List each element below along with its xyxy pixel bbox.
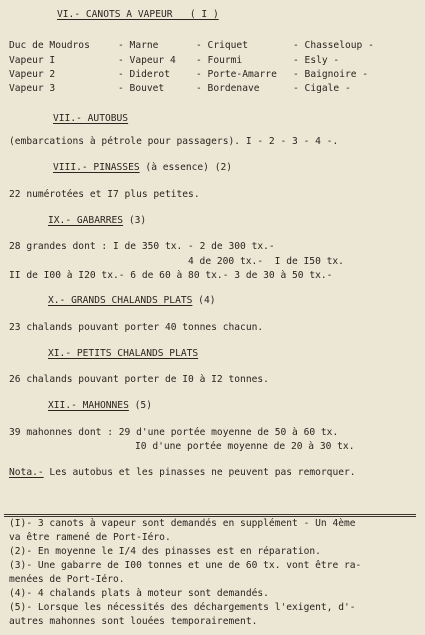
- table-cell: - Vapeur 4: [118, 55, 176, 66]
- footnote-rule-bottom: [4, 516, 416, 517]
- gabarres-line: 28 grandes dont : I de 350 tx. - 2 de 300 tx.-: [9, 241, 275, 252]
- grands-chalands-text: 23 chalands pouvant porter 40 tonnes chacun.: [9, 322, 264, 333]
- footnote-line: (4)- 4 chalands plats à moteur sont demandés.: [9, 588, 269, 599]
- grands-chalands-heading-note: (4): [192, 295, 216, 306]
- table-cell: Vapeur 2: [9, 69, 56, 80]
- table-cell: - Fourmi: [196, 55, 243, 66]
- table-cell: Vapeur I: [9, 55, 56, 66]
- section-heading-mahonnes-line: [48, 400, 152, 411]
- section-heading-mahonnes: XII.- MAHONNES: [48, 400, 129, 411]
- section-heading-grands-chalands-line: [48, 295, 216, 306]
- table-cell: - Diderot: [118, 69, 170, 80]
- section-heading-pinasses: VIII.- PINASSES: [53, 162, 140, 173]
- table-cell: Duc de Moudros: [9, 40, 90, 51]
- table-cell: - Bordenave: [196, 83, 260, 94]
- section-heading-petits-chalands: XI.- PETITS CHALANDS PLATS: [48, 348, 199, 359]
- gabarres-line: 4 de 200 tx.- I de I50 tx.: [188, 256, 344, 267]
- mahonnes-line: 39 mahonnes dont : 29 d'une portée moyenne de 50 à 60 tx.: [9, 427, 339, 438]
- pinasses-heading-note: (à essence) (2): [139, 162, 233, 173]
- section-heading-autobus: VII.- AUTOBUS: [53, 113, 129, 124]
- table-cell: - Baignoire -: [293, 69, 369, 80]
- table-cell: Vapeur 3: [9, 83, 56, 94]
- table-cell: - Marne: [118, 40, 159, 51]
- footnote-rule-top: [4, 514, 416, 515]
- section-heading-canots: VI.- CANOTS A VAPEUR ( I ): [57, 9, 219, 20]
- autobus-text: (embarcations à pétrole pour passagers). I - 2 - 3 - 4 -.: [9, 136, 339, 147]
- footnote-line: menées de Port-Iéro.: [9, 574, 125, 585]
- table-cell: - Porte-Amarre: [196, 69, 277, 80]
- gabarres-line: II de I00 à I20 tx.- 6 de 60 à 80 tx.- 3 de 30 à 50 tx.-: [9, 270, 333, 281]
- table-cell: - Esly -: [293, 55, 340, 66]
- nota-text: Les autobus et les pinasses ne peuvent pas remorquer.: [43, 467, 356, 478]
- nota-label: Nota.-: [9, 467, 44, 478]
- table-cell: - Chasseloup -: [293, 40, 374, 51]
- table-cell: - Criquet: [196, 40, 248, 51]
- section-heading-gabarres-line: [48, 215, 146, 226]
- nota-line: [9, 467, 356, 478]
- petits-chalands-text: 26 chalands pouvant porter de I0 à I2 tonnes.: [9, 374, 269, 385]
- footnote-line: va être ramené de Port-Iéro.: [9, 532, 171, 543]
- footnote-line: autres mahonnes sont louées temporairement.: [9, 616, 258, 627]
- gabarres-heading-note: (3): [123, 215, 147, 226]
- footnote-line: (5)- Lorsque les nécessités des déchargements l'exigent, d'-: [9, 602, 356, 613]
- section-heading-grands-chalands: X.- GRANDS CHALANDS PLATS: [48, 295, 193, 306]
- pinasses-text: 22 numérotées et I7 plus petites.: [9, 189, 200, 200]
- table-cell: - Bouvet: [118, 83, 165, 94]
- section-heading-gabarres: IX.- GABARRES: [48, 215, 124, 226]
- mahonnes-line: I0 d'une portée moyenne de 20 à 30 tx.: [135, 441, 355, 452]
- footnote-line: (2)- En moyenne le I/4 des pinasses est en réparation.: [9, 546, 321, 557]
- mahonnes-heading-note: (5): [128, 400, 152, 411]
- footnote-line: (I)- 3 canots à vapeur sont demandés en supplément - Un 4ème: [9, 518, 356, 529]
- footnote-line: (3)- Une gabarre de I00 tonnes et une de 60 tx. vont être ra-: [9, 560, 362, 571]
- section-heading-pinasses-line: [53, 162, 232, 173]
- table-cell: - Cigale -: [293, 83, 351, 94]
